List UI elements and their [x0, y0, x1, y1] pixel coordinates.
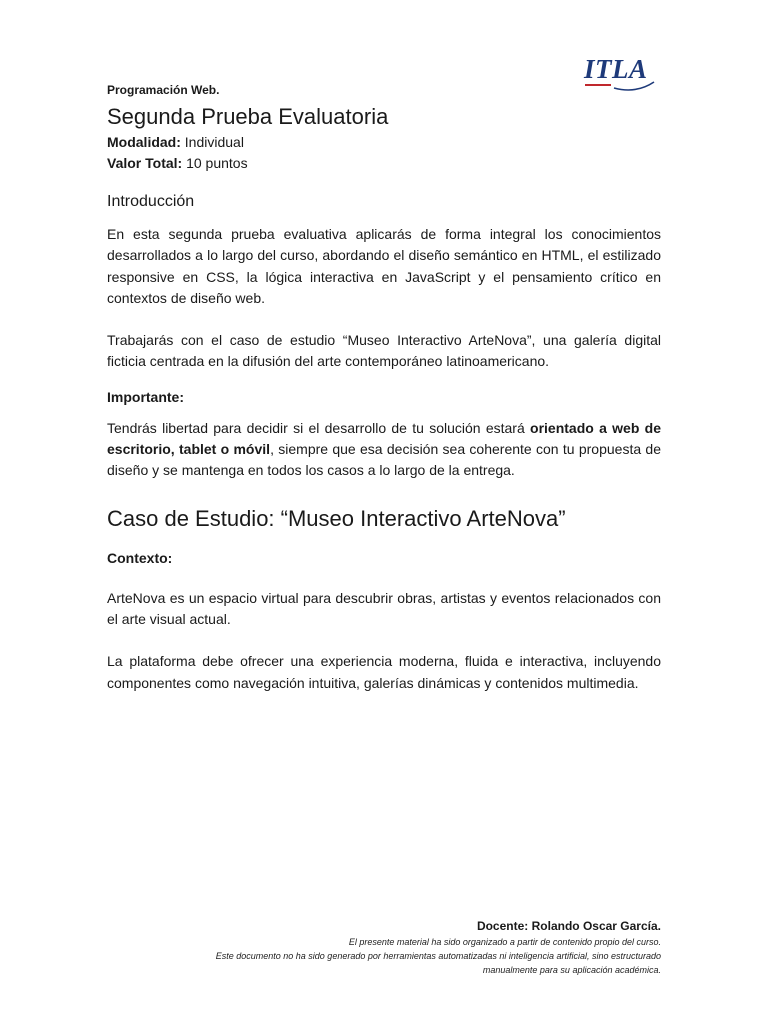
footer [101, 918, 661, 977]
footer-note-1: El presente material ha sido organizado a partir de contenido propio del curso. [348, 937, 661, 947]
page-title: Segunda Prueba Evaluatoria [107, 104, 389, 129]
important-text-before: Tendrás libertad para decidir si el desarrollo de tu solución estará [107, 419, 531, 436]
docente-name: Docente: Rolando Oscar García. [476, 919, 661, 933]
important-heading: Importante: [107, 388, 184, 405]
logo-text: ITLA [584, 54, 648, 84]
context-heading: Contexto: [107, 549, 173, 566]
valor-total-label: Valor Total: [107, 155, 183, 171]
context-paragraph-2: La plataforma debe ofrecer una experiencia moderna, fluida e interactiva, incluyendo componentes como navegación intuitiva, galerías dinámicas y contenidos multimedia. [107, 653, 661, 691]
modalidad-value: Individual [184, 134, 244, 150]
modalidad-label: Modalidad: [107, 134, 181, 150]
footer-note-3: manualmente para su aplicación académica. [482, 965, 661, 975]
important-paragraph [107, 418, 661, 482]
document-content [107, 82, 661, 694]
intro-paragraph-1: En esta segunda prueba evaluativa aplicarás de forma integral los conocimientos desarrollados a lo largo del curso, abordando el diseño semántico en HTML, el estilizado responsive en CSS, la lógica interactiva en JavaScript y el pensamiento crítico en contextos de diseño web. [107, 226, 661, 306]
modalidad-row [107, 132, 661, 153]
course-name: Programación Web. [107, 83, 220, 97]
context-paragraph-1: ArteNova es un espacio virtual para descubrir obras, artistas y eventos relacionados con el arte visual actual. [107, 589, 661, 627]
intro-heading: Introducción [107, 193, 195, 210]
case-study-title: Caso de Estudio: “Museo Interactivo ArteNova” [107, 505, 566, 531]
intro-paragraph-2: Trabajarás con el caso de estudio “Museo Interactivo ArteNova”, una galería digital ficticia centrada en la difusión del arte contemporáneo latinoamericano. [107, 332, 661, 370]
valor-total-row [107, 153, 661, 174]
footer-note-2: Este documento no ha sido generado por herramientas automatizadas ni inteligencia artificial, sino estructurado [215, 951, 661, 961]
important-text-bold: orientado a web de escritorio, tablet o móvil [107, 419, 661, 458]
important-text-after: , siempre que esa decisión sea coherente con tu propuesta de diseño y se mantenga en todos los casos a lo largo de la entrega. [107, 441, 661, 479]
valor-total-value: 10 puntos [186, 155, 248, 171]
